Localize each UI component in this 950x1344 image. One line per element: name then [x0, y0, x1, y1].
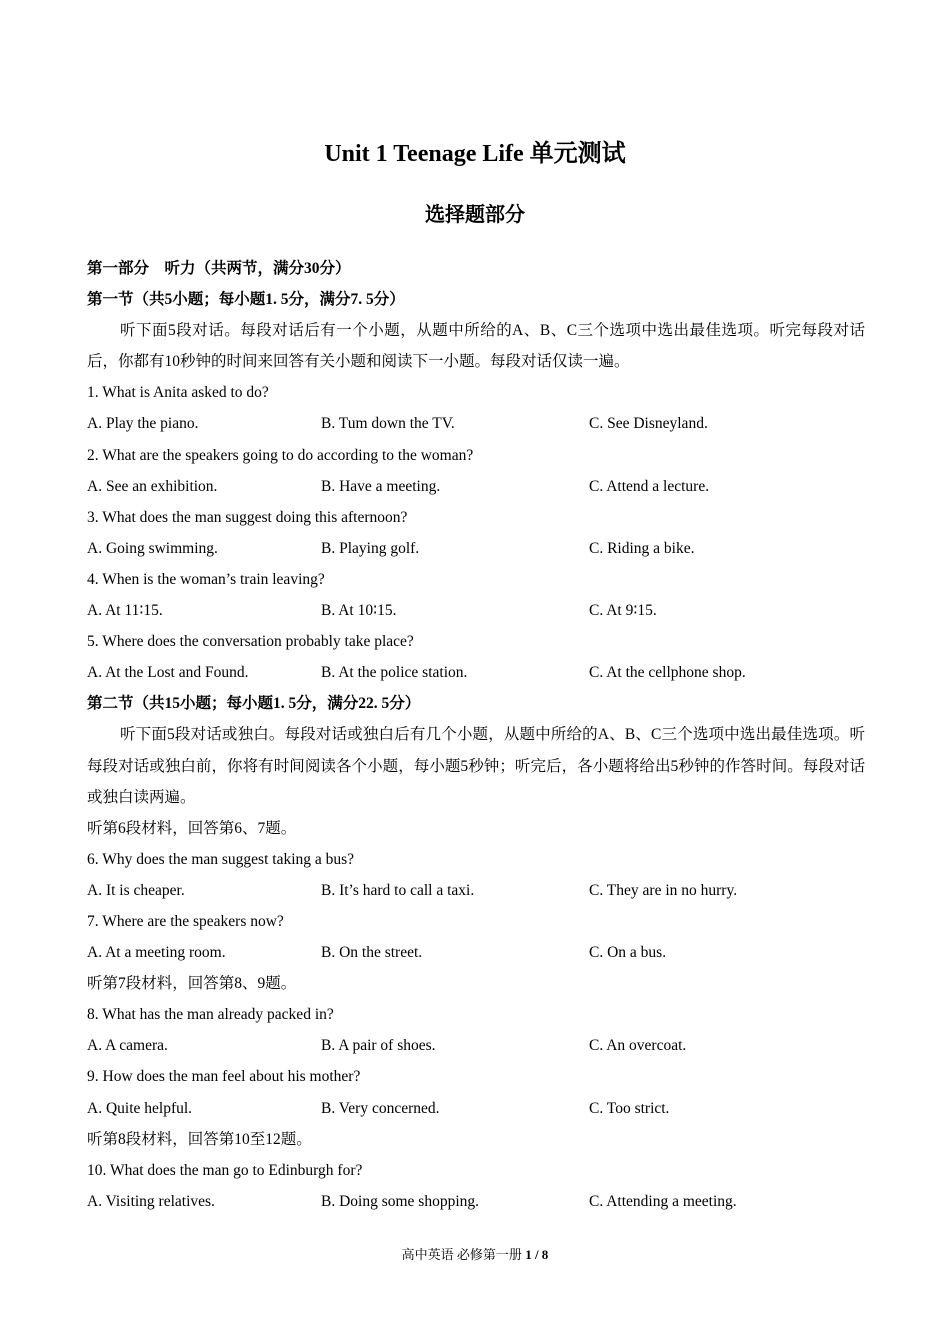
page-subtitle: 选择题部分	[425, 204, 525, 226]
page-number: 1 / 8	[525, 1247, 549, 1262]
option-c: C. At the cellphone shop.	[589, 664, 746, 682]
option-a: A. See an exhibition.	[87, 477, 218, 495]
option-b: B. Very concerned.	[321, 1099, 440, 1117]
question-stem: 2. What are the speakers going to do according to the woman?	[87, 446, 474, 464]
question-stem: 3. What does the man suggest doing this afternoon?	[87, 508, 408, 526]
option-b: B. Have a meeting.	[321, 477, 441, 495]
option-row	[87, 1186, 865, 1217]
option-c: C. On a bus.	[589, 944, 667, 962]
option-a: A. At a meeting room.	[87, 944, 226, 962]
option-b: B. It’s hard to call a taxi.	[321, 881, 475, 899]
option-row	[87, 937, 865, 968]
part-heading: 第一部分 听力（共两节，满分30分）	[87, 260, 351, 277]
question-stem: 4. When is the woman’s train leaving?	[87, 570, 325, 588]
option-b: B. Doing some shopping.	[321, 1192, 480, 1210]
option-c: C. They are in no hurry.	[589, 881, 738, 899]
option-a: A. At the Lost and Found.	[87, 664, 249, 682]
question-stem: 10. What does the man go to Edinburgh for?	[87, 1161, 363, 1179]
document-body	[87, 253, 865, 1217]
option-row	[87, 1093, 865, 1124]
option-b: B. Playing golf.	[321, 539, 420, 557]
option-row	[87, 533, 865, 564]
page-footer	[0, 1245, 950, 1265]
option-b: B. At 10∶15.	[321, 602, 397, 620]
group-instruction: 听第8段材料，回答第10至12题。	[87, 1130, 312, 1148]
question-stem: 8. What has the man already packed in?	[87, 1006, 334, 1024]
option-row	[87, 1030, 865, 1061]
option-c: C. See Disneyland.	[589, 415, 708, 433]
option-b: B. Tum down the TV.	[321, 415, 455, 433]
group-instruction: 听第7段材料，回答第8、9题。	[87, 975, 297, 993]
page-title: Unit 1 Teenage Life 单元测试	[324, 141, 626, 167]
option-row	[87, 657, 865, 688]
option-b: B. A pair of shoes.	[321, 1037, 436, 1055]
question-stem: 7. Where are the speakers now?	[87, 912, 284, 930]
section-instructions: 听下面5段对话。每段对话后有一个小题，从题中所给的A、B、C三个选项中选出最佳选项。听完每段对话后，你都有10秒钟的时间来回答有关小题和阅读下一小题。每段对话仅读一遍。	[87, 322, 865, 371]
option-a: A. Going swimming.	[87, 539, 218, 557]
section-heading: 第一节（共5小题；每小题1. 5分，满分7. 5分）	[87, 291, 405, 309]
group-instruction: 听第6段材料，回答第6、7题。	[87, 819, 297, 837]
option-row	[87, 408, 865, 439]
option-c: C. Riding a bike.	[589, 539, 695, 557]
question-stem: 6. Why does the man suggest taking a bus?	[87, 850, 355, 868]
option-a: A. At 11∶15.	[87, 602, 163, 620]
option-row	[87, 471, 865, 502]
option-c: C. An overcoat.	[589, 1037, 687, 1055]
option-c: C. Too strict.	[589, 1099, 670, 1117]
option-a: A. Play the piano.	[87, 415, 199, 433]
option-row	[87, 595, 865, 626]
question-stem: 5. Where does the conversation probably take place?	[87, 633, 414, 651]
option-c: C. At 9∶15.	[589, 602, 657, 620]
question-stem: 9. How does the man feel about his mother?	[87, 1068, 361, 1086]
option-c: C. Attend a lecture.	[589, 477, 710, 495]
option-a: A. It is cheaper.	[87, 881, 185, 899]
option-a: A. Quite helpful.	[87, 1099, 193, 1117]
option-b: B. On the street.	[321, 944, 423, 962]
option-a: A. Visiting relatives.	[87, 1192, 215, 1210]
question-stem: 1. What is Anita asked to do?	[87, 384, 269, 402]
option-a: A. A camera.	[87, 1037, 168, 1055]
section-instructions: 听下面5段对话或独白。每段对话或独白后有几个小题，从题中所给的A、B、C三个选项中选出最佳选项。听每段对话或独白前，你将有时间阅读各个小题，每小题5秒钟；听完后，各小题将给出5秒钟的作答时间。每段对话或独白读两遍。	[87, 726, 865, 806]
section-heading: 第二节（共15小题；每小题1. 5分，满分22. 5分）	[87, 695, 421, 713]
option-row	[87, 875, 865, 906]
option-b: B. At the police station.	[321, 664, 468, 682]
footer-text: 高中英语 必修第一册	[401, 1247, 526, 1262]
option-c: C. Attending a meeting.	[589, 1192, 737, 1210]
